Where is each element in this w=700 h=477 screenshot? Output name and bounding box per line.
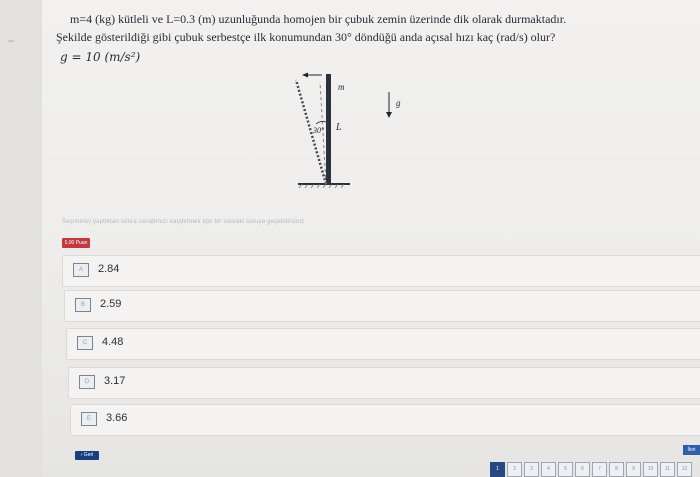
next-button[interactable]: İleri xyxy=(683,445,700,455)
option-d-value: 3.17 xyxy=(104,375,126,387)
nav-page-12[interactable]: 12 xyxy=(677,462,692,477)
vertical-rod xyxy=(326,74,331,184)
length-label: L xyxy=(336,122,342,133)
instruction-hint: Seçiminizi yaptıktan sonra cevabınızı kaydetmek için bir sonraki soruya geçebilirsiniz xyxy=(62,219,305,225)
mass-label: m xyxy=(338,82,345,92)
nav-page-3[interactable]: 3 xyxy=(524,462,539,477)
nav-page-2[interactable]: 2 xyxy=(507,462,522,477)
margin-marker xyxy=(8,40,14,42)
option-a-value: 2.84 xyxy=(98,263,120,275)
left-margin xyxy=(0,0,42,477)
nav-page-1[interactable]: 1 xyxy=(490,462,505,477)
option-b-radio[interactable]: B xyxy=(75,298,91,312)
gravity-label: g xyxy=(396,98,401,108)
option-d[interactable] xyxy=(68,367,700,399)
nav-page-8[interactable]: 8 xyxy=(609,462,624,477)
nav-page-9[interactable]: 9 xyxy=(626,462,641,477)
option-c-value: 4.48 xyxy=(102,336,124,348)
option-d-radio[interactable]: D xyxy=(79,375,95,389)
option-c-radio[interactable]: C xyxy=(77,336,93,350)
angle-arc xyxy=(316,121,326,124)
gravity-arrow-head xyxy=(386,112,392,118)
rod-diagram xyxy=(280,72,430,192)
motion-arrow-head xyxy=(302,73,308,78)
question-navigation xyxy=(490,462,700,477)
nav-page-6[interactable]: 6 xyxy=(575,462,590,477)
angle-label: 30° xyxy=(313,126,325,135)
option-e-radio[interactable]: E xyxy=(81,412,97,426)
nav-page-4[interactable]: 4 xyxy=(541,462,556,477)
option-a-radio[interactable]: A xyxy=(73,263,89,277)
nav-page-7[interactable]: 7 xyxy=(592,462,607,477)
option-b[interactable] xyxy=(64,290,700,322)
option-c[interactable] xyxy=(66,328,700,360)
option-b-value: 2.59 xyxy=(100,298,122,310)
points-tag: 5.00 Puan xyxy=(62,238,90,248)
question-text-line-1: m=4 (kg) kütleli ve L=0.3 (m) uzunluğunda homojen bir çubuk zemin üzerinde dik olarak durmaktadır. xyxy=(70,12,567,26)
nav-page-11[interactable]: 11 xyxy=(660,462,675,477)
back-button[interactable]: ‹ Geri xyxy=(75,451,99,460)
question-text-line-2: Şekilde gösterildiği gibi çubuk serbestçe ilk konumundan 30° döndüğü anda açısal hızı kaç (rad/s) olur? xyxy=(56,30,556,44)
option-e-value: 3.66 xyxy=(106,412,128,424)
nav-page-5[interactable]: 5 xyxy=(558,462,573,477)
nav-page-10[interactable]: 10 xyxy=(643,462,658,477)
option-e[interactable] xyxy=(70,404,700,436)
option-a[interactable] xyxy=(62,255,700,287)
gravity-constant: g = 10 (m/s²) xyxy=(60,50,141,64)
